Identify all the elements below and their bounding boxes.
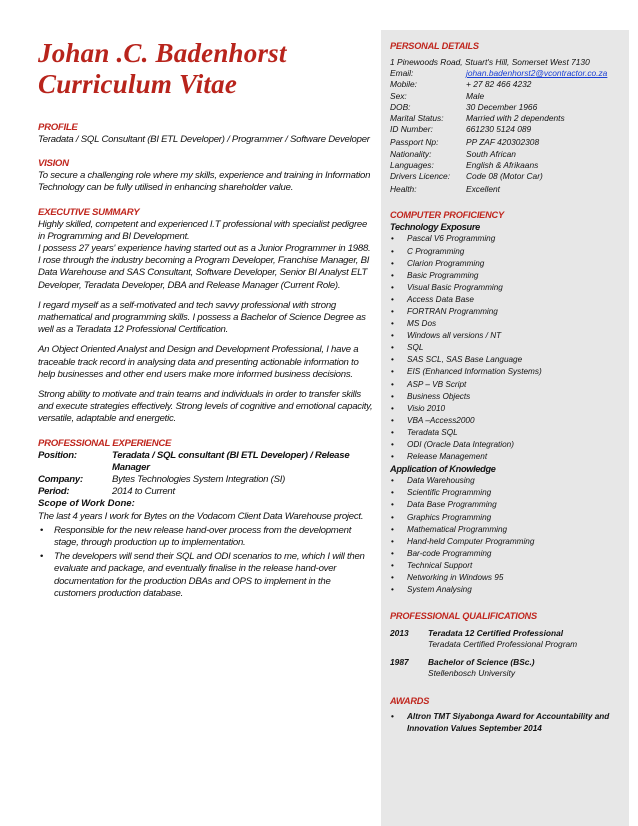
detail-row xyxy=(390,68,621,79)
detail-value: 30 December 1966 xyxy=(466,101,538,112)
qualification-year: 2013 xyxy=(390,628,409,639)
list-item: • Bar-code Programming xyxy=(390,548,621,560)
list-item: • FORTRAN Programming xyxy=(390,306,621,318)
detail-value: Code 08 (Motor Car) xyxy=(466,171,543,182)
detail-label: Drivers Licence: xyxy=(390,171,451,182)
list-item: • Altron TMT Siyabonga Award for Accountability and Innovation Values September 2014 xyxy=(390,711,621,734)
document-title: Curriculum Vitae xyxy=(38,69,238,99)
list-item: • Data Warehousing xyxy=(390,475,621,487)
qualification-row xyxy=(390,628,621,650)
summary-paragraph: An Object Oriented Analyst and Design and Development Professional, I have a traceable track record in analysing data and presenting actionable information to help businesses and other end users make more informed business decisions. xyxy=(38,344,359,380)
email-link[interactable]: johan.badenhorst2@vcontractor.co.za xyxy=(466,68,608,79)
detail-row xyxy=(390,137,621,148)
list-item: • Hand-held Computer Programming xyxy=(390,536,621,548)
position-label: Position: xyxy=(38,449,77,461)
detail-row xyxy=(390,102,621,113)
qualification-title: Teradata 12 Certified Professional xyxy=(428,628,564,639)
tech-heading: Technology Exposure xyxy=(390,222,480,233)
list-item: • Technical Support xyxy=(390,560,621,572)
detail-label: Languages: xyxy=(390,159,434,170)
detail-value: Male xyxy=(466,90,485,101)
experience-heading: PROFESSIONAL EXPERIENCE xyxy=(38,437,172,449)
qualification-title: Bachelor of Science (BSc.) xyxy=(428,657,535,668)
detail-value: Married with 2 dependents xyxy=(466,113,565,124)
detail-label: Mobile: xyxy=(390,79,417,90)
list-item: • ASP – VB Script xyxy=(390,379,621,391)
list-item: • VBA –Access2000 xyxy=(390,415,621,427)
qualification-row xyxy=(390,657,621,679)
tech-list xyxy=(390,233,621,463)
list-item: • Access Data Base xyxy=(390,294,621,306)
detail-label: Nationality: xyxy=(390,148,432,159)
qualifications-list xyxy=(390,628,621,679)
list-item: • Windows all versions / NT xyxy=(390,330,621,342)
list-item: • Clarion Programming xyxy=(390,258,621,270)
detail-label: Health: xyxy=(390,184,417,195)
summary-heading: EXECUTIVE SUMMARY xyxy=(38,206,140,218)
sidebar-column xyxy=(381,30,629,826)
application-list xyxy=(390,475,621,596)
position-row xyxy=(38,450,373,474)
scope-intro: The last 4 years I work for Bytes on the Vodacom Client Data Warehouse project. xyxy=(38,510,364,522)
qualification-detail: Teradata Certified Professional Program xyxy=(428,639,578,650)
list-item: • SAS SCL, SAS Base Language xyxy=(390,354,621,366)
detail-row xyxy=(390,149,621,160)
detail-label: ID Number: xyxy=(390,124,433,135)
detail-row xyxy=(390,113,621,124)
list-item: • Data Base Programming xyxy=(390,499,621,511)
summary-paragraph: Strong ability to motivate and train teams and individuals in order to transfer skills and execute strategies effectively. Strong levels of cognitive and emotional capacity, versatile, adaptable and energetic. xyxy=(38,389,373,425)
company-value: Bytes Technologies System Integration (SI) xyxy=(112,474,286,486)
list-item: • The developers will send their SQL and ODI scenarios to me, which I will then evaluate and package, and eventually finalise in the release hand-over documentation for the production DBAs and OPS to implement in the customers production database. xyxy=(38,551,373,600)
period-row xyxy=(38,486,373,498)
list-item: • Basic Programming xyxy=(390,270,621,282)
profile-text: Teradata / SQL Consultant (BI ETL Developer) / Programmer / Software Developer xyxy=(38,134,370,145)
list-item: • Responsible for the new release hand-over process from the development stage, through production up to implementation. xyxy=(38,525,373,549)
main-column xyxy=(38,38,373,600)
address-row xyxy=(390,57,621,68)
list-item: • MS Dos xyxy=(390,318,621,330)
list-item: • Graphics Programming xyxy=(390,512,621,524)
awards-heading: AWARDS xyxy=(390,696,430,707)
list-item: • Teradata SQL xyxy=(390,427,621,439)
list-item: • SQL xyxy=(390,342,621,354)
list-item: • Mathematical Programming xyxy=(390,524,621,536)
vision-text: To secure a challenging role where my skills, experience and training in Information Technology can be fully utilised in enhancing shareholder value. xyxy=(38,170,371,194)
detail-row xyxy=(390,79,621,90)
proficiency-heading: COMPUTER PROFICIENCY xyxy=(390,210,504,221)
personal-details xyxy=(390,57,621,195)
list-item: • C Programming xyxy=(390,246,621,258)
company-row xyxy=(38,474,373,486)
position-value: Teradata / SQL consultant (BI ETL Developer) / Release Manager xyxy=(112,449,350,473)
detail-row xyxy=(390,91,621,102)
list-item: • Scientific Programming xyxy=(390,487,621,499)
qualification-text xyxy=(428,628,577,650)
list-item: • Release Management xyxy=(390,451,621,463)
experience-bullets xyxy=(38,525,373,600)
detail-label: Sex: xyxy=(390,90,407,101)
list-item: • ODI (Oracle Data Integration) xyxy=(390,439,621,451)
detail-row xyxy=(390,184,621,195)
list-item: • Business Objects xyxy=(390,391,621,403)
candidate-name: Johan .C. Badenhorst xyxy=(38,38,287,68)
list-item: • EIS (Enhanced Information Systems) xyxy=(390,366,621,378)
qualification-year: 1987 xyxy=(390,657,409,668)
company-label: Company: xyxy=(38,474,83,486)
summary-paragraph: Highly skilled, competent and experienced I.T professional with specialist pedigree in Programming and BI Development. xyxy=(38,218,368,242)
qualification-detail: Stellenbosch University xyxy=(428,668,516,679)
list-item: • System Analysing xyxy=(390,584,621,596)
detail-value: Excellent xyxy=(466,184,500,195)
summary-paragraph: I regard myself as a self-motivated and tech savvy professional with strong mathematical and programming skills. I possess a Bachelor of Science Degree as well as a Teradata 12 Professional Certification. xyxy=(38,299,366,336)
application-heading: Application of Knowledge xyxy=(390,464,496,475)
list-item: • Networking in Windows 95 xyxy=(390,572,621,584)
awards-list xyxy=(390,711,621,734)
qualification-text xyxy=(428,657,535,679)
personal-heading: PERSONAL DETAILS xyxy=(390,41,479,51)
detail-value: English & Afrikaans xyxy=(466,159,539,170)
detail-value: PP ZAF 420302308 xyxy=(466,137,540,148)
period-value: 2014 to Current xyxy=(112,486,175,498)
detail-row xyxy=(390,160,621,171)
detail-value: South African xyxy=(466,148,516,159)
profile-heading: PROFILE xyxy=(38,122,78,133)
scope-heading: Scope of Work Done: xyxy=(38,498,135,510)
qualifications-heading: PROFESSIONAL QUALIFICATIONS xyxy=(390,611,537,622)
list-item: • Visual Basic Programming xyxy=(390,282,621,294)
list-item: • Visio 2010 xyxy=(390,403,621,415)
detail-label: Passport Np: xyxy=(390,137,439,148)
list-item: • Pascal V6 Programming xyxy=(390,233,621,245)
detail-row xyxy=(390,171,621,182)
detail-label: DOB: xyxy=(390,101,411,112)
period-label: Period: xyxy=(38,486,70,498)
detail-value: 661230 5124 089 xyxy=(466,124,532,135)
detail-label: Email: xyxy=(390,68,414,79)
detail-row xyxy=(390,124,621,135)
detail-value: + 27 82 466 4232 xyxy=(466,79,532,90)
vision-heading: VISION xyxy=(38,158,69,170)
summary-paragraph: I possess 27 years' experience having started out as a Junior Programmer in 1988. I rose through the industry becoming a Program Developer, Franchise Manager, BI Data Warehouse and SAS Consultant, Software Developer, Senior BI Analyst ELT Developer, Teradata Developer, DBA and Release Manager (Current Role). xyxy=(38,243,371,291)
detail-label: Marital Status: xyxy=(390,113,444,124)
address-value: 1 Pinewoods Road, Stuart's Hill, Somerset West 7130 xyxy=(390,57,590,67)
